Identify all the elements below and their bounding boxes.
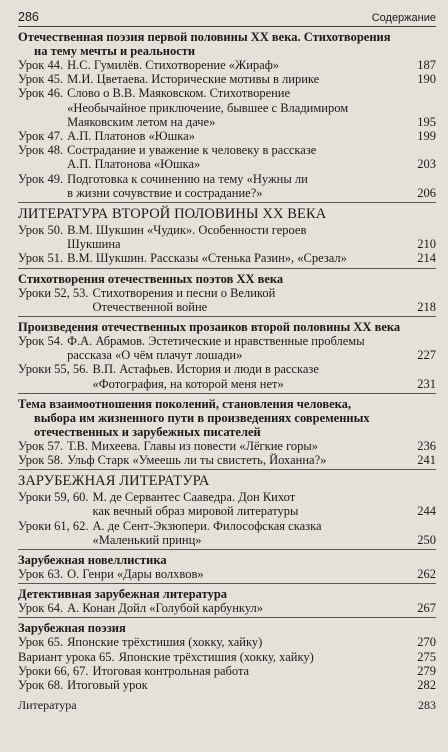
entry-title [63, 129, 410, 143]
toc-section [18, 618, 436, 694]
toc-entry [18, 519, 436, 547]
entry-label: Уроки 66, 67. [18, 663, 89, 678]
entry-title-line: А. де Сент-Экзюпери. Философская сказка [92, 518, 322, 533]
entry-title-line: О. Генри «Дары волхвов» [67, 567, 204, 582]
toc-page [0, 2, 448, 752]
toc-section [18, 269, 436, 317]
entry-page: 270 [417, 635, 436, 650]
entry-page: 262 [417, 567, 436, 582]
entry-label: Уроки 55, 56. [18, 362, 89, 377]
entry-title-line: Ульф Старк «Умеешь ли ты свистеть, Йоханна?» [67, 453, 327, 468]
entry-title-line: А.П. Платонов «Юшка» [67, 129, 195, 144]
entry-title-line: Японские трёхстишия (хокку, хайку) [118, 649, 314, 664]
section-heading-line: отечественных и зарубежных писателей [34, 424, 261, 439]
toc-entry [18, 143, 436, 171]
entry-title-line: Маяковским летом на даче» [67, 114, 216, 129]
entry-page: 267 [417, 601, 436, 616]
entry-title [63, 635, 410, 649]
entry-page: 275 [417, 649, 436, 664]
entry-title-line: Сострадание и уважение к человеку в рассказе [67, 143, 317, 158]
entry-title [63, 567, 410, 581]
section-heading-line: на тему мечты и реальности [34, 44, 196, 58]
entry-title [63, 72, 410, 86]
entry-page: 241 [417, 453, 436, 468]
toc-entry [18, 251, 436, 265]
entry-title-line: М. де Сервантес Сааведра. Дон Кихот [92, 490, 296, 505]
entry-label: Урок 58. [18, 453, 64, 468]
entry-title-line: Н.С. Гумилёв. Стихотворение «Жираф» [67, 58, 280, 72]
section-heading-line: ЗАРУБЕЖНАЯ ЛИТЕРАТУРА [18, 473, 210, 490]
toc-entry [18, 453, 436, 467]
section-heading [18, 621, 436, 635]
section-heading-line: Детективная зарубежная литература [18, 587, 228, 602]
toc-section [18, 584, 436, 618]
entry-title-line: Шукшина [67, 237, 121, 252]
toc-entry [18, 490, 436, 518]
toc-section [18, 394, 436, 470]
entry-label: Вариант урока 65. [18, 649, 115, 664]
entry-page: 195 [417, 114, 436, 129]
toc-section [18, 27, 436, 203]
entry-label: Урок 68. [18, 678, 64, 693]
entry-page: 231 [417, 376, 436, 391]
entry-label: Урок 65. [18, 635, 64, 650]
entry-title-line: А.П. Платонова «Юшка» [67, 157, 201, 172]
toc-entry [18, 223, 436, 251]
entry-label: Урок 50. [18, 223, 64, 238]
entry-title-line: Итоговая контрольная работа [92, 663, 250, 678]
toc-entry-literature [18, 694, 436, 712]
entry-page: 244 [417, 504, 436, 519]
entry-label: Урок 57. [18, 438, 64, 453]
entry-page: 227 [417, 348, 436, 363]
entry-title [63, 86, 410, 129]
page-header [18, 2, 436, 27]
entry-title [63, 58, 410, 72]
entry-label: Литература [18, 698, 77, 713]
entry-title-line: Слово о В.В. Маяковском. Стихотворение [67, 86, 291, 101]
section-heading [18, 473, 436, 490]
toc-section [18, 317, 436, 394]
entry-title-line: Подготовка к сочинению на тему «Нужны ли [67, 171, 308, 186]
entry-title-line: Итоговый урок [67, 678, 148, 693]
entry-title-line: «Фотография, на которой меня нет» [92, 376, 284, 391]
entry-page: 250 [417, 532, 436, 547]
entry-title-line: в жизни сочувствие и сострадание?» [67, 185, 263, 200]
entry-label: Урок 54. [18, 334, 64, 349]
section-heading-line: Зарубежная поэзия [18, 621, 126, 636]
entry-label: Уроки 61, 62. [18, 518, 89, 533]
toc-entry [18, 172, 436, 200]
entry-label: Уроки 52, 53. [18, 285, 89, 300]
entry-title [63, 334, 410, 362]
toc-entry [18, 678, 436, 692]
entry-title-line: Ф.А. Абрамов. Эстетические и нравственные проблемы [67, 334, 365, 349]
toc-section [18, 470, 436, 550]
entry-title [63, 251, 410, 265]
running-title: Содержание [371, 12, 436, 24]
entry-title [115, 650, 410, 664]
entry-title [63, 601, 410, 615]
entry-title-line: В.М. Шукшин «Чудик». Особенности героев [67, 223, 307, 238]
entry-page: 206 [417, 185, 436, 200]
toc-entry [18, 362, 436, 390]
entry-label: Урок 64. [18, 601, 64, 616]
entry-title-line: рассказа «О чём плачут лошади» [67, 348, 243, 363]
section-heading [18, 397, 436, 439]
entry-page: 282 [417, 678, 436, 693]
toc-entry [18, 635, 436, 649]
section-heading [18, 30, 436, 58]
entry-title-line: «Маленький принц» [92, 532, 202, 547]
entry-label: Урок 46. [18, 86, 64, 101]
entry-title-line: М.И. Цветаева. Исторические мотивы в лирике [67, 72, 320, 87]
entry-label: Урок 48. [18, 143, 64, 158]
toc-entry [18, 334, 436, 362]
toc-entry [18, 439, 436, 453]
entry-title [89, 490, 410, 518]
entry-title-line: «Необычайное приключение, бывшее с Владимиром [67, 100, 349, 115]
toc-entry [18, 567, 436, 581]
toc-entry [18, 650, 436, 664]
entry-page: 210 [417, 237, 436, 252]
entry-title-line: Японские трёхстишия (хокку, хайку) [67, 635, 263, 650]
toc-entry [18, 286, 436, 314]
entry-label: Урок 63. [18, 567, 64, 582]
entry-page: 190 [417, 72, 436, 87]
entry-label: Урок 47. [18, 129, 64, 144]
section-heading-line: ЛИТЕРАТУРА ВТОРОЙ ПОЛОВИНЫ XX ВЕКА [18, 206, 327, 223]
toc-entry [18, 58, 436, 72]
toc-entry [18, 86, 436, 129]
entry-title [89, 362, 410, 390]
toc-entry [18, 129, 436, 143]
section-heading-line: выбора им жизненного пути в произведениях современных [34, 410, 370, 425]
entry-page: 187 [417, 58, 436, 72]
entry-title-line: В.М. Шукшин. Рассказы «Стенька Разин», «Срезал» [67, 251, 347, 266]
entry-title [89, 286, 410, 314]
entry-title-line: как вечный образ мировой литературы [92, 504, 299, 519]
entry-label: Урок 45. [18, 72, 64, 87]
section-heading-line: Произведения отечественных прозаиков второй половины XX века [18, 320, 401, 335]
section-heading [18, 320, 436, 334]
entry-label: Урок 44. [18, 58, 64, 72]
entry-title-line: Т.В. Михеева. Главы из повести «Лёгкие горы» [67, 438, 319, 453]
entry-title-line: Стихотворения и песни о Великой [92, 285, 276, 300]
entry-page: 283 [418, 698, 436, 713]
section-heading-line: Зарубежная новеллистика [18, 553, 167, 568]
section-heading-line: Тема взаимоотношения поколений, становления человека, [18, 396, 352, 411]
entry-label: Урок 51. [18, 251, 64, 266]
entry-label: Урок 49. [18, 171, 64, 186]
entry-title [63, 223, 410, 251]
entry-page: 218 [417, 299, 436, 314]
toc-entry [18, 72, 436, 86]
entry-page: 214 [417, 251, 436, 266]
section-heading [18, 272, 436, 286]
section-heading [18, 206, 436, 223]
entry-page: 203 [417, 157, 436, 172]
entry-title [63, 678, 410, 692]
toc-entry [18, 601, 436, 615]
page-number: 286 [18, 10, 39, 24]
section-heading [18, 553, 436, 567]
entry-page: 279 [417, 663, 436, 678]
entry-label: Уроки 59, 60. [18, 490, 89, 505]
toc-section [18, 203, 436, 269]
section-heading-line: Стихотворения отечественных поэтов XX века [18, 271, 284, 286]
entry-title [89, 664, 410, 678]
entry-title-line: Отечественной войне [92, 299, 208, 314]
entry-page: 199 [417, 129, 436, 144]
entry-page: 236 [417, 438, 436, 453]
entry-title-line: А. Конан Дойл «Голубой карбункул» [67, 601, 264, 616]
entry-title [63, 143, 410, 171]
section-heading [18, 587, 436, 601]
entry-title-line: В.П. Астафьев. История и люди в рассказе [92, 362, 319, 377]
entry-title [63, 453, 410, 467]
entry-title [63, 172, 410, 200]
toc-entry [18, 664, 436, 678]
section-heading-line: Отечественная поэзия первой половины XX века. Стихотворения [18, 30, 391, 44]
entry-title [89, 519, 410, 547]
entry-title [63, 439, 410, 453]
toc-section [18, 550, 436, 584]
toc-body [18, 27, 436, 694]
